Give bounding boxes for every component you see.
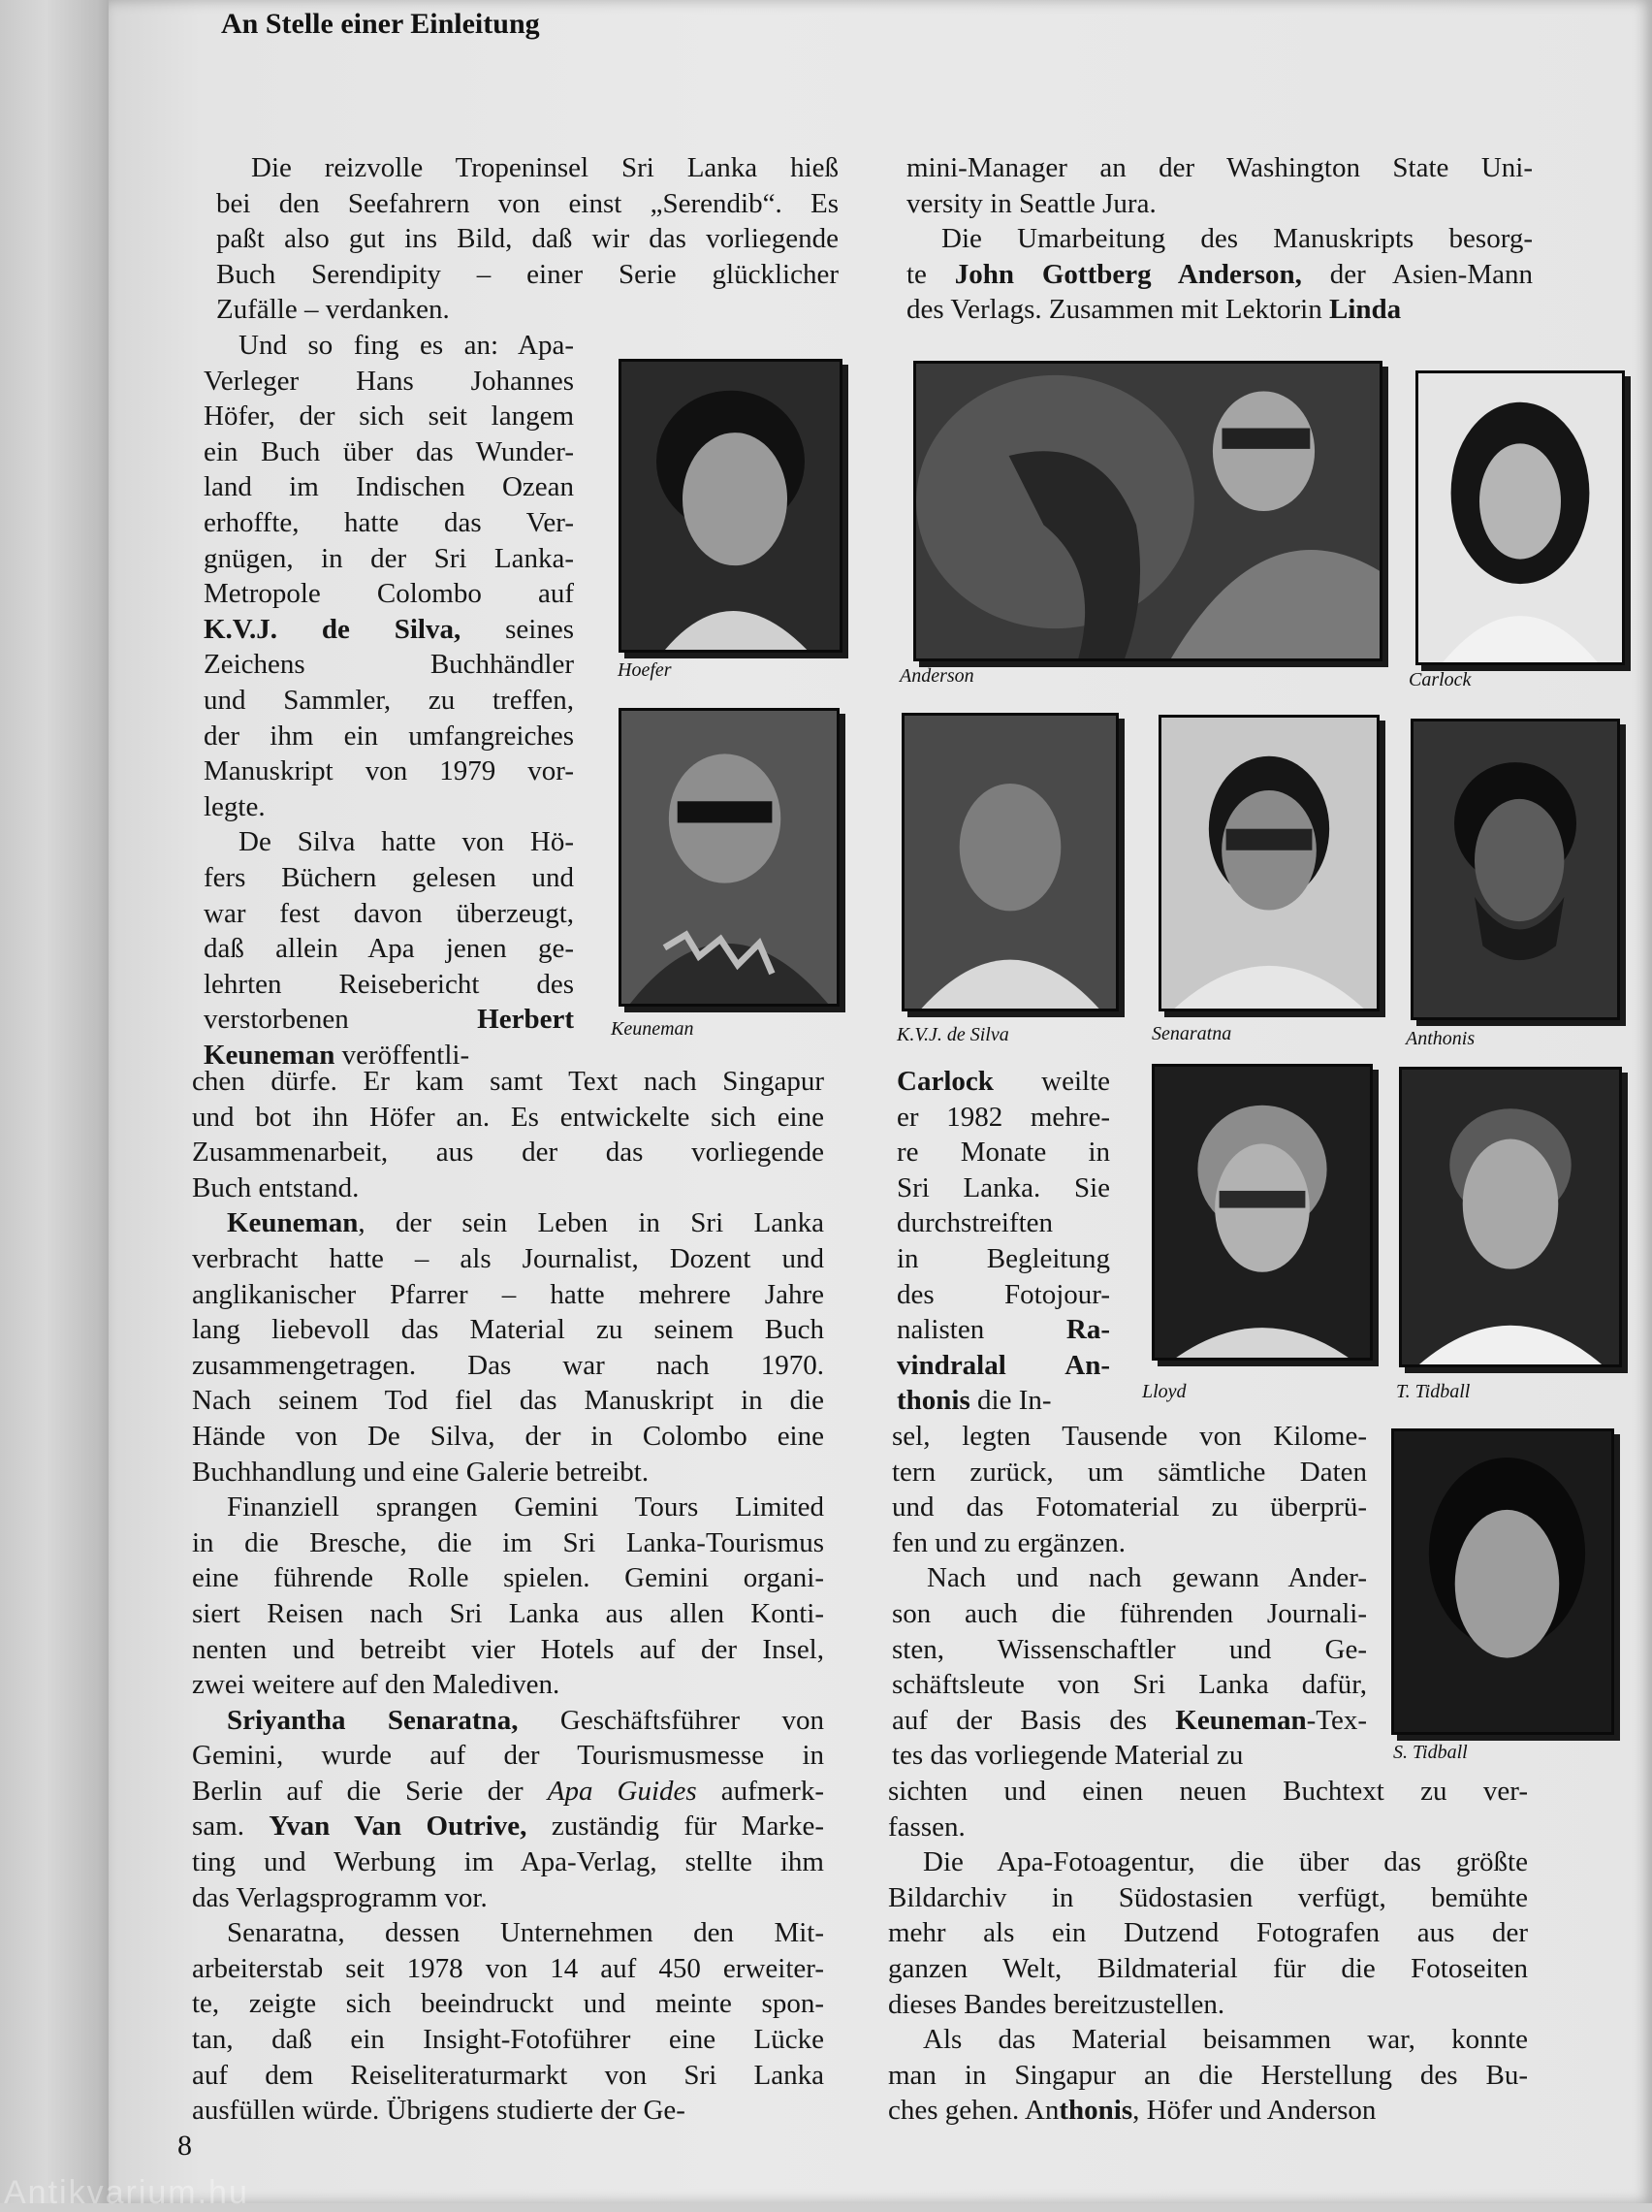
text-line: in Begleitung [897, 1242, 1110, 1274]
portrait-lloyd-image [1155, 1067, 1370, 1358]
text-line: ein Buch über das Wunder- [204, 435, 574, 467]
text-line: durchstreiften [897, 1207, 1054, 1239]
text-line: Manuskript von 1979 vor- [204, 755, 574, 787]
text-line: fers Büchern gelesen und [204, 861, 574, 893]
photo-t-tidball [1399, 1067, 1622, 1367]
text-line: Als das Material beisammen war, konnte [923, 2024, 1528, 2056]
text-line: Finanziell sprangen Gemini Tours Limited [227, 1491, 824, 1523]
caption-anthonis: Anthonis [1406, 1028, 1476, 1049]
text-line: Gemini, wurde auf der Tourismusmesse in [192, 1740, 824, 1772]
text-line: vindralal An- [897, 1349, 1110, 1381]
text-line: er 1982 mehre- [897, 1101, 1110, 1133]
portrait-keuneman-image [621, 711, 837, 1004]
photo-carlock [1415, 370, 1625, 665]
caption-carlock: Carlock [1409, 669, 1472, 690]
paragraph-intro [216, 150, 839, 328]
paragraph-photo-agency [888, 1774, 1528, 2129]
text-line: paßt also gut ins Bild, daß wir das vorliegende [216, 223, 839, 255]
caption-lloyd: Lloyd [1142, 1381, 1187, 1402]
text-line: verstorbenen Herbert [204, 1004, 574, 1036]
text-line: Sriyantha Senaratna, Geschäftsführer von [227, 1704, 824, 1736]
text-line: bei den Seefahrern von einst „Serendib“. Es [216, 187, 839, 219]
photo-s-tidball [1391, 1428, 1614, 1735]
text-line: Zusammenarbeit, aus der das vorliegende [192, 1137, 824, 1169]
text-line: Die reizvolle Tropeninsel Sri Lanka hieß [251, 152, 839, 183]
text-line: Metropole Colombo auf [204, 578, 574, 610]
text-line: Die Apa-Fotoagentur, die über das größte [923, 1846, 1528, 1878]
text-line: eine führende Rolle spielen. Gemini organi- [192, 1562, 824, 1594]
text-line: te, zeigte sich beeindruckt und meinte spon- [192, 1988, 824, 2020]
text-line: Höfer, der sich seit langem [204, 401, 574, 433]
text-line: das Verlagsprogramm vor. [192, 1881, 488, 1913]
photo-senaratna [1159, 715, 1380, 1011]
text-line: mini-Manager an der Washington State Uni- [906, 152, 1533, 183]
text-line: auf der Basis des Keuneman-Tex- [892, 1704, 1367, 1736]
text-line: dieses Bandes bereitzustellen. [888, 1988, 1225, 2020]
text-line: thonis die In- [897, 1385, 1052, 1417]
text-line: und Sammler, zu treffen, [204, 684, 574, 716]
text-line: zwei weitere auf den Malediven. [192, 1669, 560, 1701]
text-line: Verleger Hans Johannes [204, 365, 574, 397]
portrait-senaratna-image [1161, 718, 1377, 1009]
caption-de-silva: K.V.J. de Silva [897, 1024, 1009, 1045]
text-line: tern zurück, um sämtliche Daten [892, 1456, 1367, 1488]
text-line: daß allein Apa jenen ge- [204, 933, 574, 965]
text-line: Keuneman veröffentli- [204, 1039, 470, 1071]
text-line: Nach und nach gewann Ander- [927, 1562, 1367, 1594]
portrait-t-tidball-image [1402, 1070, 1619, 1364]
book-spine-shadow [0, 0, 114, 2203]
caption-s-tidball: S. Tidball [1393, 1742, 1468, 1763]
text-line: son auch die führenden Journali- [892, 1597, 1367, 1629]
running-head: An Stelle einer Einleitung [221, 8, 540, 40]
photo-keuneman [619, 708, 840, 1007]
text-line: war fest davon überzeugt, [204, 897, 574, 929]
text-line: sel, legten Tausende von Kilome- [892, 1421, 1367, 1452]
text-line: sichten und einen neuen Buchtext zu ver- [888, 1776, 1528, 1807]
text-line: K.V.J. de Silva, seines [204, 613, 574, 645]
text-line: siert Reisen nach Sri Lanka aus allen Konti- [192, 1597, 824, 1629]
text-line: Hände von De Silva, der in Colombo eine [192, 1420, 824, 1452]
text-line: De Silva hatte von Hö- [238, 826, 574, 858]
caption-t-tidball: T. Tidball [1396, 1381, 1471, 1402]
text-line: und bot ihn Höfer an. Es entwickelte sich eine [192, 1101, 824, 1133]
text-line: Zeichens Buchhändler [204, 649, 574, 681]
text-line: Carlock weilte [897, 1066, 1110, 1097]
text-line: gnügen, in der Sri Lanka- [204, 542, 574, 574]
text-line: der ihm ein umfangreiches [204, 720, 574, 752]
portrait-anthonis-image [1414, 721, 1617, 1017]
text-line: Buch Serendipity – einer Serie glücklicher [216, 258, 839, 290]
text-line: ausfüllen würde. Übrigens studierte der Ge- [192, 2095, 685, 2127]
watermark: Antikvarium.hu [4, 2174, 249, 2211]
text-line: Bildarchiv in Südostasien verfügt, bemühte [888, 1881, 1528, 1913]
paragraph-research [892, 1419, 1367, 1774]
text-line: Berlin auf die Serie der Apa Guides aufmerk- [192, 1775, 824, 1807]
text-line: fassen. [888, 1811, 966, 1843]
text-line: Senaratna, dessen Unternehmen den Mit- [227, 1917, 824, 1949]
anderson-elephant-image [916, 364, 1380, 658]
text-line: Buchhandlung und eine Galerie betreibt. [192, 1456, 650, 1488]
text-line: nenten und betreibt vier Hotels auf der Insel, [192, 1633, 824, 1665]
text-line: lehrten Reisebericht des [204, 968, 574, 1000]
text-line: Und so fing es an: Apa- [238, 330, 574, 361]
caption-senaratna: Senaratna [1152, 1023, 1232, 1044]
text-line: schäftsleute von Sri Lanka dafür, [892, 1669, 1367, 1701]
paragraph-carlock [897, 1064, 1110, 1419]
photo-anderson-elephant [913, 361, 1382, 661]
text-line: Zufälle – verdanken. [216, 294, 450, 326]
paragraph-collaboration [192, 1064, 824, 2129]
text-line: Die Umarbeitung des Manuskripts besorg- [941, 223, 1533, 255]
caption-hoefer: Hoefer [618, 659, 672, 681]
text-line: lang liebevoll das Material zu seinem Buch [192, 1314, 824, 1346]
portrait-s-tidball-image [1394, 1431, 1611, 1732]
text-line: zusammengetragen. Das war nach 1970. [192, 1349, 824, 1381]
text-line: und das Fotomaterial zu überprü- [892, 1491, 1367, 1523]
text-line: Sri Lanka. Sie [897, 1171, 1110, 1203]
text-line: Nach seinem Tod fiel das Manuskript in die [192, 1385, 824, 1417]
text-line: des Verlags. Zusammen mit Lektorin Linda [906, 294, 1402, 326]
paragraph-origin [204, 328, 574, 1073]
photo-de-silva [902, 713, 1119, 1011]
text-line: ganzen Welt, Bildmaterial für die Fotoseiten [888, 1952, 1528, 1984]
text-line: ting und Werbung im Apa-Verlag, stellte ihm [192, 1846, 824, 1878]
portrait-de-silva-image [905, 716, 1116, 1009]
text-line: fen und zu ergänzen. [892, 1526, 1127, 1558]
photo-hoefer [619, 359, 842, 653]
caption-anderson: Anderson [900, 665, 974, 687]
page-number: 8 [177, 2130, 192, 2162]
text-line: ches gehen. Anthonis, Höfer und Anderson [888, 2095, 1377, 2127]
portrait-hoefer-image [621, 362, 840, 650]
photo-anthonis [1411, 719, 1620, 1020]
text-line: man in Singapur an die Herstellung des Bu- [888, 2059, 1528, 2091]
text-line: verbracht hatte – als Journalist, Dozent und [192, 1242, 824, 1274]
text-line: te John Gottberg Anderson, der Asien-Mann [906, 258, 1533, 290]
text-line: tan, daß ein Insight-Fotoführer eine Lücke [192, 2024, 824, 2056]
text-line: auf dem Reiseliteraturmarkt von Sri Lanka [192, 2059, 824, 2091]
portrait-carlock-image [1418, 373, 1622, 662]
text-line: in die Bresche, die im Sri Lanka-Tourismus [192, 1526, 824, 1558]
text-line: land im Indischen Ozean [204, 471, 574, 503]
text-line: versity in Seattle Jura. [906, 187, 1157, 219]
text-line: mehr als ein Dutzend Fotografen aus der [888, 1917, 1528, 1949]
text-line: sam. Yvan Van Outrive, zuständig für Marke- [192, 1811, 824, 1843]
text-line: arbeiterstab seit 1978 von 14 auf 450 erweiter- [192, 1952, 824, 1984]
text-line: anglikanischer Pfarrer – hatte mehrere Jahre [192, 1278, 824, 1310]
text-line: legte. [204, 790, 266, 822]
text-line: re Monate in [897, 1137, 1110, 1169]
text-line: tes das vorliegende Material zu [892, 1740, 1244, 1772]
text-line: erhoffte, hatte das Ver- [204, 506, 574, 538]
caption-keuneman: Keuneman [611, 1018, 694, 1040]
text-line: chen dürfe. Er kam samt Text nach Singapur [192, 1066, 824, 1097]
text-line: sten, Wissenschaftler und Ge- [892, 1633, 1367, 1665]
text-line: Buch entstand. [192, 1171, 360, 1203]
text-line: Keuneman, der sein Leben in Sri Lanka [227, 1207, 824, 1239]
photo-lloyd [1152, 1064, 1373, 1361]
text-line: des Fotojour- [897, 1278, 1110, 1310]
paragraph-editor [906, 150, 1533, 328]
text-line: nalisten Ra- [897, 1314, 1110, 1346]
